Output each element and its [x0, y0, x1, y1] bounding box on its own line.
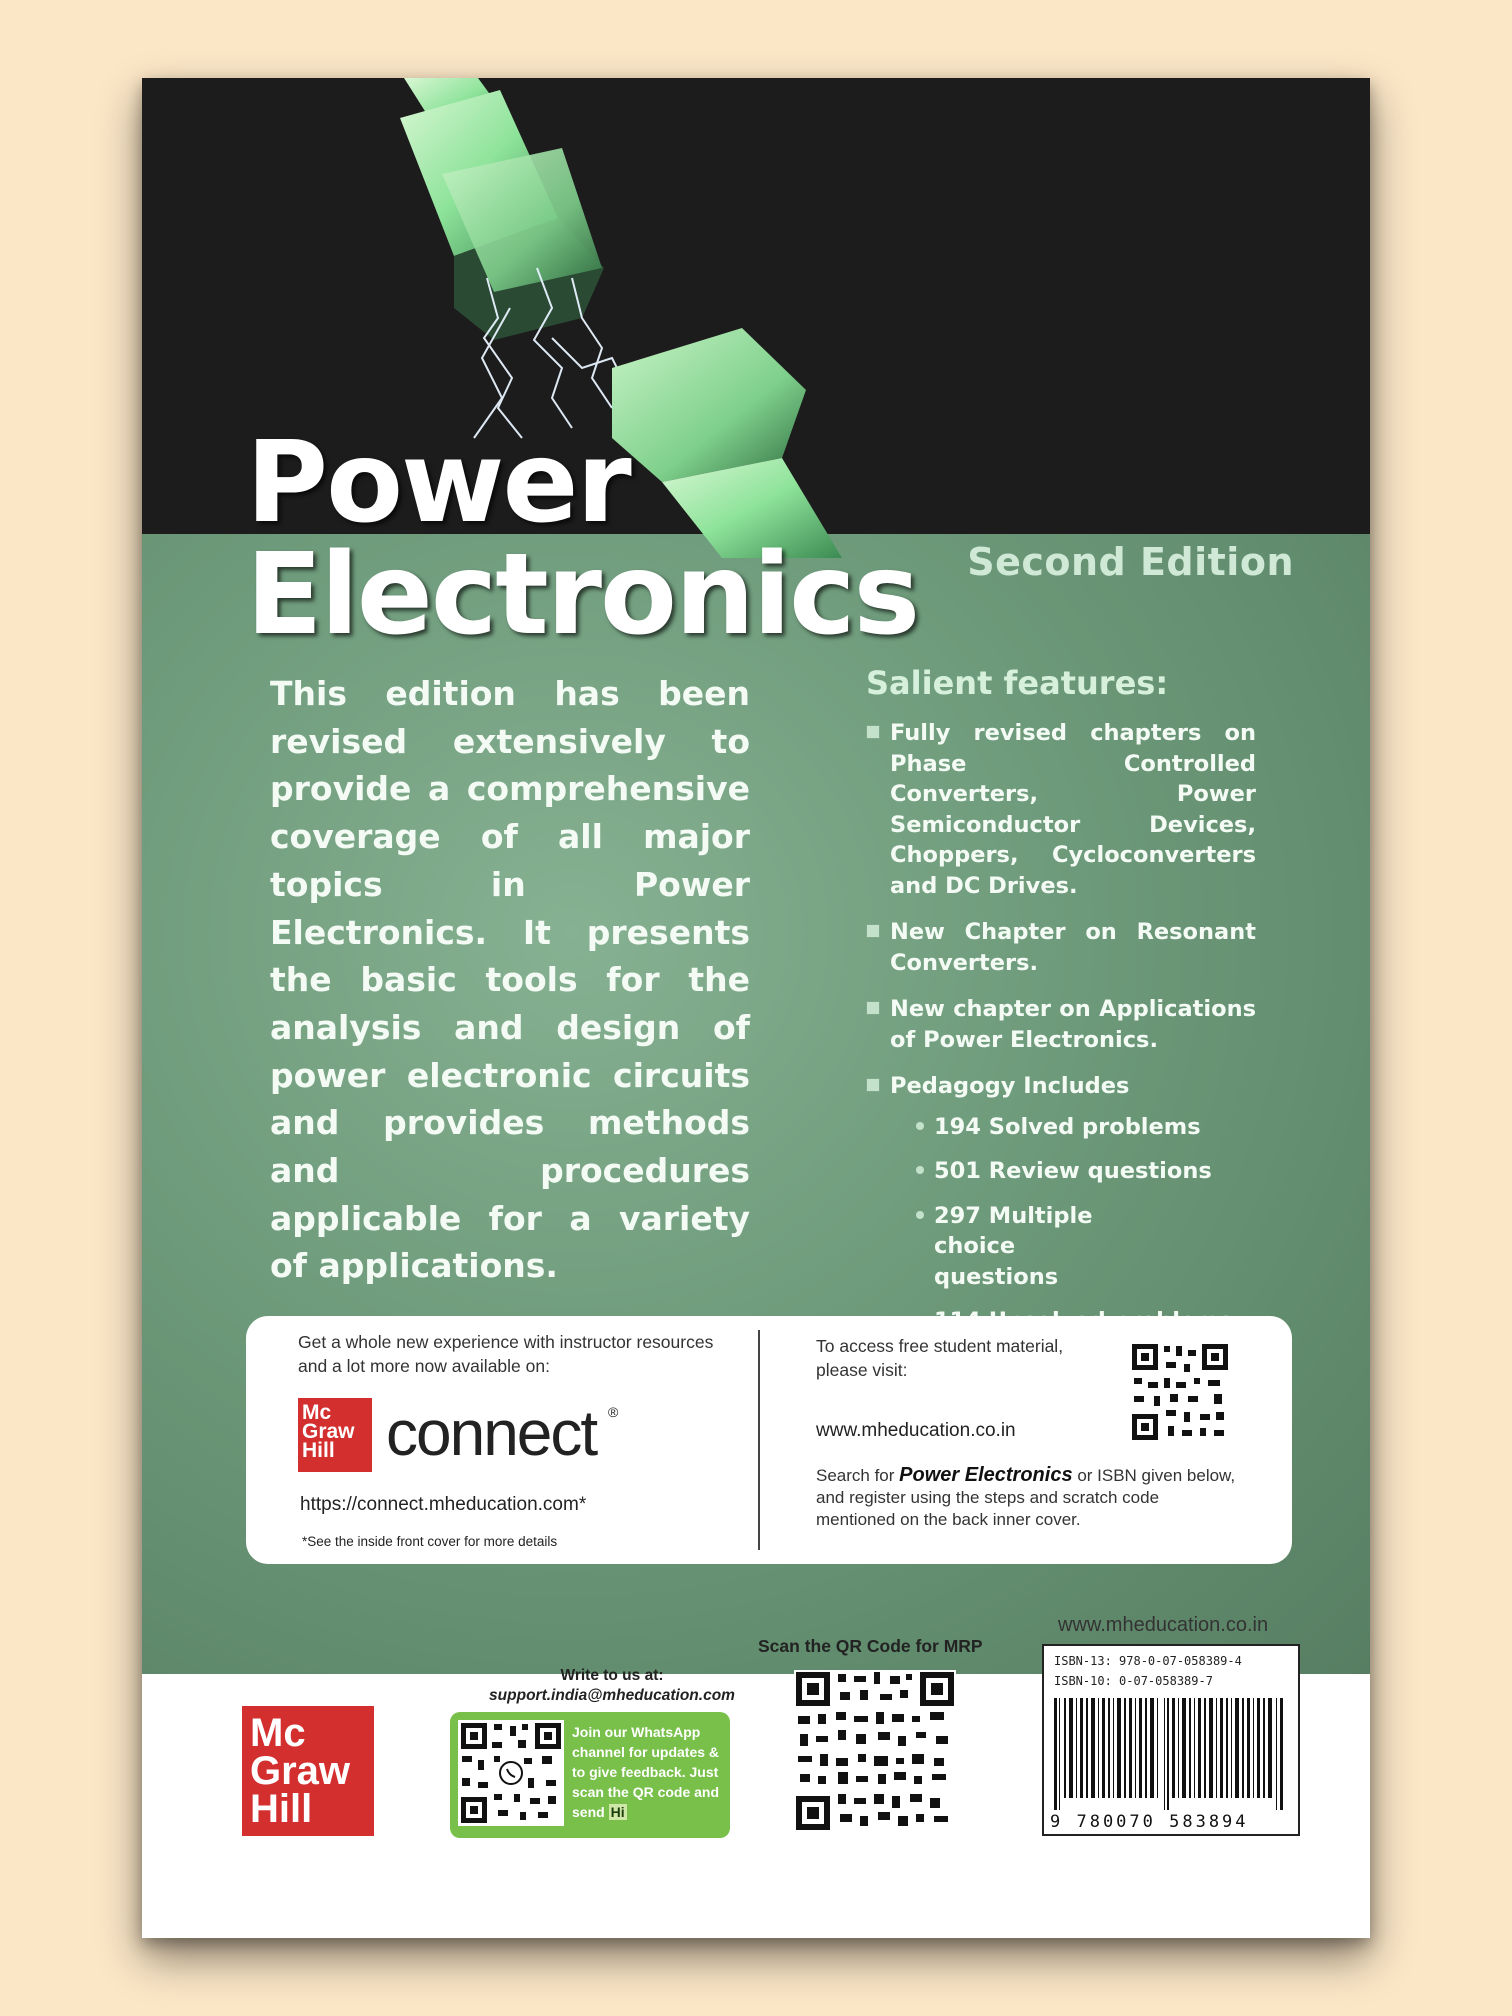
feature-text: New Chapter on Resonant Converters.	[890, 919, 1256, 976]
mcgraw-hill-small-logo	[298, 1398, 372, 1472]
connect-intro: Get a whole new experience with instructor resources and a lot more now available on:	[298, 1332, 714, 1376]
features-list	[866, 718, 1256, 1351]
book-title-line-2: Electronics	[246, 530, 919, 660]
square-bullet-icon	[866, 924, 880, 938]
isbn-10: ISBN-10: 0-07-058389-7	[1054, 1674, 1213, 1688]
mrp-qr-code-icon[interactable]	[794, 1670, 956, 1832]
barcode-icon	[1054, 1698, 1286, 1810]
publisher-website: www.mheducation.co.in	[1058, 1614, 1269, 1636]
feature-text: Pedagogy Includes	[890, 1073, 1130, 1099]
logo-line: Hill	[302, 1439, 335, 1462]
contact-block	[452, 1666, 772, 1706]
student-qr-code-icon[interactable]	[1130, 1342, 1230, 1442]
whatsapp-panel	[450, 1712, 730, 1838]
pedagogy-item	[866, 1201, 1124, 1293]
pedagogy-item	[866, 1156, 1256, 1187]
registered-mark: ®	[608, 1404, 619, 1420]
pedagogy-text: 194 Solved problems	[934, 1113, 1201, 1140]
feature-item	[866, 917, 1256, 978]
write-to-us-label: Write to us at:	[560, 1667, 664, 1684]
student-search-instructions	[816, 1464, 1236, 1531]
resources-info-box	[246, 1316, 1292, 1564]
square-bullet-icon	[866, 1078, 880, 1092]
dot-bullet-icon	[916, 1122, 924, 1130]
dot-bullet-icon	[916, 1211, 924, 1219]
student-material-intro: To access free student material, please visit:	[816, 1336, 1064, 1380]
book-description: This edition has been revised extensively to provide a comprehensive coverage of all major topics in Power Electronics. It presents the basic tools for the analysis and design of power electronic circuits and provides methods and procedures applicable for a variety of applications.	[270, 674, 750, 1286]
barcode-digits: 9 780070 583894	[1050, 1812, 1249, 1832]
dot-bullet-icon	[916, 1166, 924, 1174]
pedagogy-text: 501 Review questions	[934, 1158, 1212, 1184]
search-suffix: or ISBN given below, and register using the steps and scratch code mentioned on the back inner cover.	[816, 1466, 1236, 1529]
feature-text: New chapter on Applications of Power Electronics.	[890, 996, 1256, 1053]
features-heading: Salient features:	[866, 664, 1169, 702]
feature-text: Fully revised chapters on Phase Controlled Converters, Power Semiconductor Devices, Choppers, Cycloconverters and DC Drives.	[890, 720, 1256, 899]
pedagogy-text: 297 Multiple choice questions	[934, 1202, 1093, 1290]
mrp-qr-label: Scan the QR Code for MRP	[758, 1636, 983, 1656]
square-bullet-icon	[866, 1001, 880, 1015]
mcgraw-hill-logo	[242, 1706, 374, 1836]
feature-item	[866, 1071, 1256, 1102]
feature-item	[866, 994, 1256, 1055]
logo-line: Mc	[250, 1711, 306, 1755]
search-title: Power Electronics	[899, 1464, 1073, 1486]
book-title-line-1: Power	[246, 418, 630, 548]
whatsapp-hi-keyword: Hi	[610, 1804, 625, 1820]
square-bullet-icon	[866, 725, 880, 739]
feature-item	[866, 718, 1256, 901]
logo-line: Graw	[250, 1749, 351, 1793]
whatsapp-text: Join our WhatsApp channel for updates & to give feedback. Just scan the QR code and send	[572, 1724, 720, 1820]
logo-line: Graw	[302, 1420, 355, 1443]
student-url-link[interactable]: www.mheducation.co.in	[816, 1420, 1016, 1441]
support-email-link[interactable]: support.india@mheducation.com	[489, 1687, 735, 1704]
logo-line: Hill	[250, 1787, 313, 1831]
info-box-divider	[758, 1330, 760, 1550]
isbn-barcode-box	[1042, 1644, 1300, 1836]
connect-url-link[interactable]: https://connect.mheducation.com*	[300, 1494, 587, 1515]
book-back-cover	[142, 78, 1370, 1938]
pedagogy-item	[866, 1112, 1256, 1143]
logo-line: Mc	[302, 1401, 332, 1424]
connect-footnote: *See the inside front cover for more details	[302, 1534, 558, 1549]
whatsapp-qr-code-icon[interactable]	[458, 1720, 564, 1826]
connect-logo-text: connect	[386, 1397, 597, 1469]
whatsapp-instructions	[572, 1722, 722, 1822]
edition-label: Second Edition	[967, 540, 1294, 584]
search-prefix: Search for	[816, 1466, 895, 1485]
isbn-13: ISBN-13: 978-0-07-058389-4	[1054, 1654, 1242, 1668]
